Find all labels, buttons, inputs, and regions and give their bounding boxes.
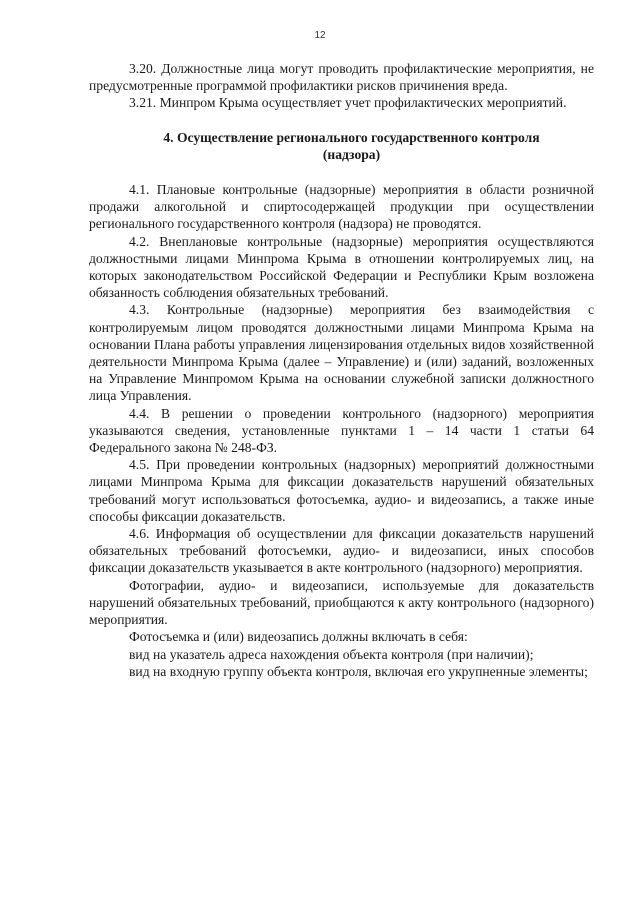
paragraph-4-1: 4.1. Плановые контрольные (надзорные) мероприятия в области розничной продажи алкогольной и спиртосодержащей продукции при осуществлении регионального государственного контроля (надзора) не проводятся. (89, 182, 594, 232)
paragraph-4-5: 4.5. При проведении контрольных (надзорных) мероприятий должностными лицами Минпрома Крыма для фиксации доказательств нарушений обязательных требований могут использоваться фотосъемка, аудио- и видеозапись, а также иные способы фиксации доказательств. (89, 457, 594, 524)
page-number: 12 (314, 30, 326, 41)
paragraph-4-3: 4.3. Контрольные (надзорные) мероприятия без взаимодействия с контролируемым лицом проводятся должностными лицами Минпрома Крыма на основании Плана работы управления лицензирования отдельных видов хозяйственной деятельности Минпрома Крыма (далее – Управление) и (или) заданий, возложенных на Управление Минпромом Крыма на основании служебной записки должностного лица Управления. (89, 302, 594, 404)
section-heading-line-2: (надзора) (322, 146, 381, 162)
paragraph-photo-evidence: Фотографии, аудио- и видеозаписи, используемые для доказательств нарушений обязательных требований, приобщаются к акту контрольного (надзорного) мероприятия. (89, 577, 594, 628)
paragraph-3-20: 3.20. Должностные лица могут проводить профилактические мероприятия, не предусмотренные программой профилактики рисков причинения вреда. (89, 61, 594, 94)
list-item-entrance-group: вид на входную группу объекта контроля, включая его укрупненные элементы; (129, 663, 588, 679)
section-heading (89, 129, 594, 163)
document-body (89, 60, 594, 680)
paragraph-4-2: 4.2. Внеплановые контрольные (надзорные) мероприятия осуществляются должностными лицами Минпрома Крыма в отношении контролируемых лиц, на которых законодательством Российской Федерации и Республики Крым возложена обязанность соблюдения обязательных требований. (89, 233, 594, 301)
list-item-address-sign: вид на указатель адреса нахождения объекта контроля (при наличии); (129, 646, 534, 662)
paragraph-3-21: 3.21. Минпром Крыма осуществляет учет профилактических мероприятий. (129, 95, 567, 111)
section-heading-line-1: 4. Осуществление регионального государственного контроля (163, 129, 540, 145)
paragraph-must-include: Фотосъемка и (или) видеозапись должны включать в себя: (129, 629, 468, 645)
paragraph-4-4: 4.4. В решении о проведении контрольного (надзорного) мероприятия указываются сведения, установленные пунктами 1 – 14 части 1 статьи 64 Федерального закона № 248-ФЗ. (89, 405, 594, 456)
paragraph-4-6: 4.6. Информация об осуществлении для фиксации доказательств нарушений обязательных требований фотосъемки, аудио- и видеозаписи, иных способов фиксации доказательств указывается в акте контрольного (надзорного) мероприятия. (89, 526, 594, 576)
